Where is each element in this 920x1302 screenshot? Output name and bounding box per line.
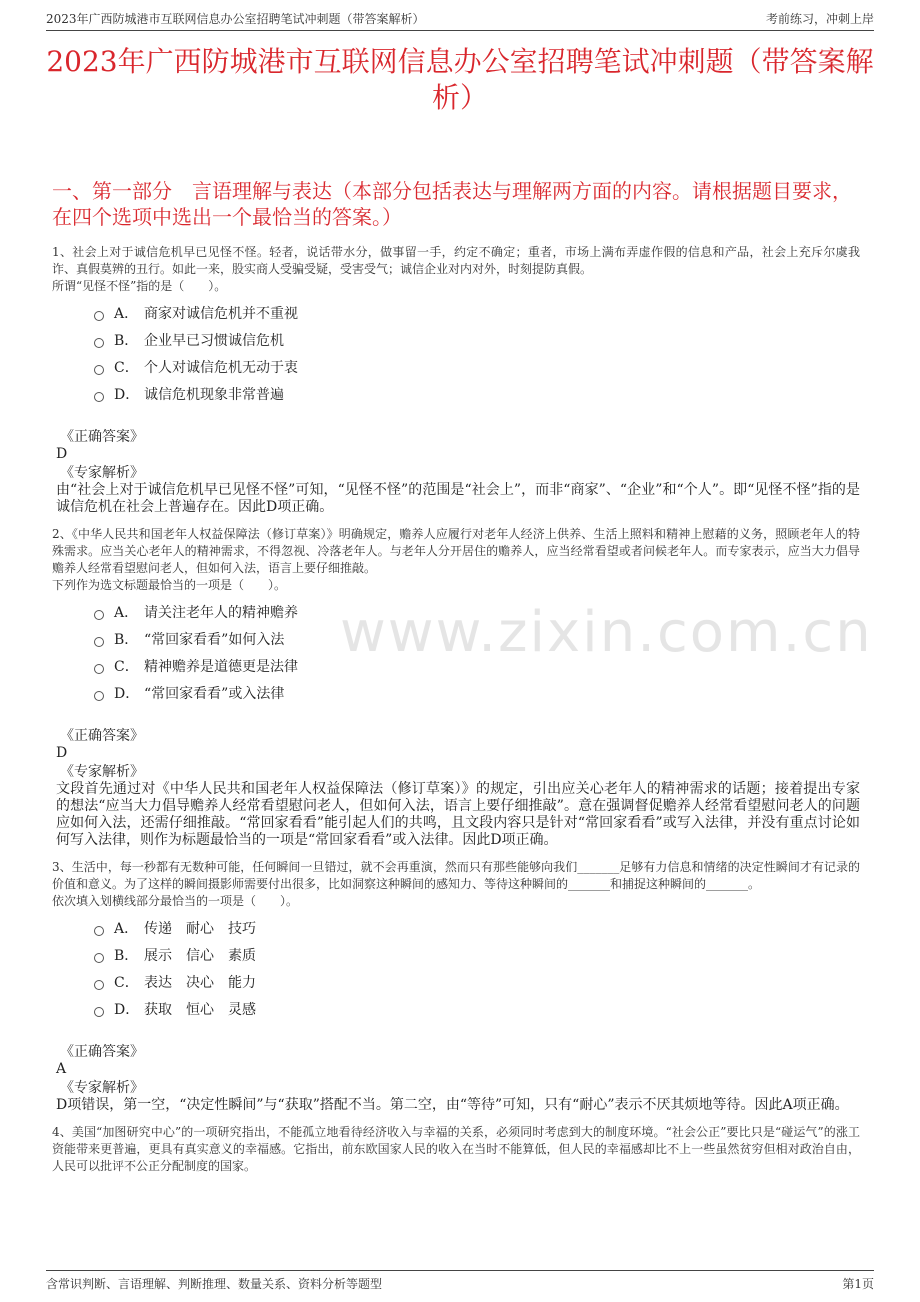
correct-answer-value: A [56,1061,67,1077]
radio-button-icon[interactable] [94,664,104,674]
option-text: 表达 决心 能力 [144,974,256,991]
question-prompt: 依次填入划横线部分最恰当的一项是（ ）。 [52,894,299,908]
option-text: 传递 耐心 技巧 [144,920,256,937]
expert-analysis-text: D项错误，第一空，“决定性瞬间”与“获取”搭配不当。第二空，由“等待”可知，只有“耐心”表示不厌其烦地等待。因此A项正确。 [56,1097,849,1113]
answer-option[interactable] [94,326,860,353]
answer-option[interactable] [94,941,860,968]
option-text: 精神赡养是道德更是法律 [144,658,298,675]
footer-left-text: 含常识判断、言语理解、判断推理、数量关系、资料分析等题型 [46,1277,383,1291]
radio-button-icon[interactable] [94,637,104,647]
radio-button-icon[interactable] [94,926,104,936]
option-text: 个人对诚信危机无动于衷 [144,359,298,376]
answer-option[interactable] [94,995,860,1022]
option-list [94,299,860,407]
running-header [46,10,874,31]
radio-button-icon[interactable] [94,365,104,375]
option-letter: A． [114,305,139,322]
radio-button-icon[interactable] [94,1007,104,1017]
correct-answer-label: 《正确答案》 [60,728,144,744]
option-letter: B． [114,947,139,964]
option-letter: B． [114,631,139,648]
header-right-text: 考前练习，冲刺上岸 [765,12,874,26]
question-item [52,244,860,516]
option-letter: D． [114,386,140,403]
correct-answer-label: 《正确答案》 [60,1044,144,1060]
option-letter: A． [114,604,139,621]
option-letter: D． [114,685,140,702]
correct-answer-label: 《正确答案》 [60,429,144,445]
answer-option[interactable] [94,679,860,706]
option-letter: C． [114,658,139,675]
option-text: 请关注老年人的精神赡养 [144,604,298,621]
question-prompt: 所谓“见怪不怪”指的是（ ）。 [52,279,227,293]
expert-analysis-text: 文段首先通过对《中华人民共和国老年人权益保障法（修订草案）》的规定，引出应关心老年人的精神需求的话题；接着提出专家的想法“应当大力倡导赡养人经常看望慰问老人，但如何入法，语言上要仔细推敲”。意在强调督促赡养人经常看望慰问老人的问题应如何入法，还需仔细推敲。“常回家看看”能引起人们的共鸣，且文段内容只是针对“常回家看看”或写入法律，并没有重点讨论如何写入法律，则作为标题最恰当的一项是“常回家看看”或入法律。因此D项正确。 [56,781,860,848]
expert-analysis-label: 《专家解析》 [60,764,144,780]
option-text: 商家对诚信危机并不重视 [144,305,298,322]
question-item [52,526,860,849]
expert-analysis-label: 《专家解析》 [60,465,144,481]
question-item [52,1124,860,1175]
question-item [52,859,860,1114]
answer-option[interactable] [94,968,860,995]
question-list [52,244,860,1185]
question-stem: 1、社会上对于诚信危机早已见怪不怪。轻者，说话带水分，做事留一手，约定不确定；重者，市场上满布弄虚作假的信息和产品，社会上充斥尔虞我诈、真假莫辨的丑行。如此一来，股实商人受骗受疑，受害受气；诚信企业对内对外，时刻提防真假。 [52,245,860,276]
page-number: 第1页 [842,1277,874,1291]
expert-analysis-label: 《专家解析》 [60,1080,144,1096]
radio-button-icon[interactable] [94,338,104,348]
expert-analysis-text: 由“社会上对于诚信危机早已见怪不怪”可知，“见怪不怪”的范围是“社会上”，而非“商家”、“企业”和“个人”。即“见怪不怪”指的是诚信危机在社会上普遍存在。因此D项正确。 [56,482,860,515]
radio-button-icon[interactable] [94,980,104,990]
option-letter: C． [114,359,139,376]
question-stem: 2、《中华人民共和国老年人权益保障法（修订草案）》明确规定，赡养人应履行对老年人经济上供养、生活上照料和精神上慰藉的义务，照顾老年人的特殊需求。应当关心老年人的精神需求，不得忽视、冷落老年人。与老年人分开居住的赡养人，应当经常看望或者问候老年人。而专家表示，应当大力倡导赡养人经常看望慰问老人，但如何入法，语言上要仔细推敲。 [52,527,860,575]
radio-button-icon[interactable] [94,392,104,402]
section-heading: 一、第一部分 言语理解与表达（本部分包括表达与理解两方面的内容。请根据题目要求，在四个选项中选出一个最恰当的答案。） [52,179,852,229]
radio-button-icon[interactable] [94,953,104,963]
correct-answer-value: D [56,446,68,462]
correct-answer-value: D [56,745,68,761]
answer-option[interactable] [94,380,860,407]
question-stem: 4、美国“加图研究中心”的一项研究指出，不能孤立地看待经济收入与幸福的关系，必须同时考虑到大的制度环境。“社会公正”要比只是“碰运气”的涨工资能带来更普遍，更具有真实意义的幸福感。它指出，前东欧国家人民的收入在当时不能算低，但人民的幸福感却比不上一些虽然贫穷但相对政治自由，人民可以批评不公正分配制度的国家。 [52,1125,860,1173]
option-letter: C． [114,974,139,991]
header-left-text: 2023年广西防城港市互联网信息办公室招聘笔试冲刺题（带答案解析） [46,12,425,26]
option-letter: A． [114,920,139,937]
question-stem: 3、生活中，每一秒都有无数种可能，任何瞬间一旦错过，就不会再重演，然而只有那些能够向我们_______足够有力信息和情绪的决定性瞬间才有记录的价值和意义。为了这样的瞬间摄影师需要付出很多，比如洞察这种瞬间的感知力、等待这种瞬间的_______和捕捉这种瞬间的_______。 [52,860,860,891]
radio-button-icon[interactable] [94,610,104,620]
option-text: “常回家看看”如何入法 [144,631,285,648]
radio-button-icon[interactable] [94,311,104,321]
radio-button-icon[interactable] [94,691,104,701]
watermark: www.zixin.com.cn [340,600,873,665]
option-text: 诚信危机现象非常普遍 [144,386,284,403]
answer-option[interactable] [94,914,860,941]
option-text: 获取 恒心 灵感 [144,1001,256,1018]
option-letter: D． [114,1001,140,1018]
option-list [94,914,860,1022]
option-text: 企业早已习惯诚信危机 [144,332,284,349]
page-footer [46,1270,874,1292]
answer-option[interactable] [94,299,860,326]
option-text: 展示 信心 素质 [144,947,256,964]
question-prompt: 下列作为选文标题最恰当的一项是（ ）。 [52,578,287,592]
document-title: 2023年广西防城港市互联网信息办公室招聘笔试冲刺题（带答案解析） [46,45,874,114]
option-text: “常回家看看”或入法律 [144,685,285,702]
answer-option[interactable] [94,353,860,380]
option-letter: B． [114,332,139,349]
